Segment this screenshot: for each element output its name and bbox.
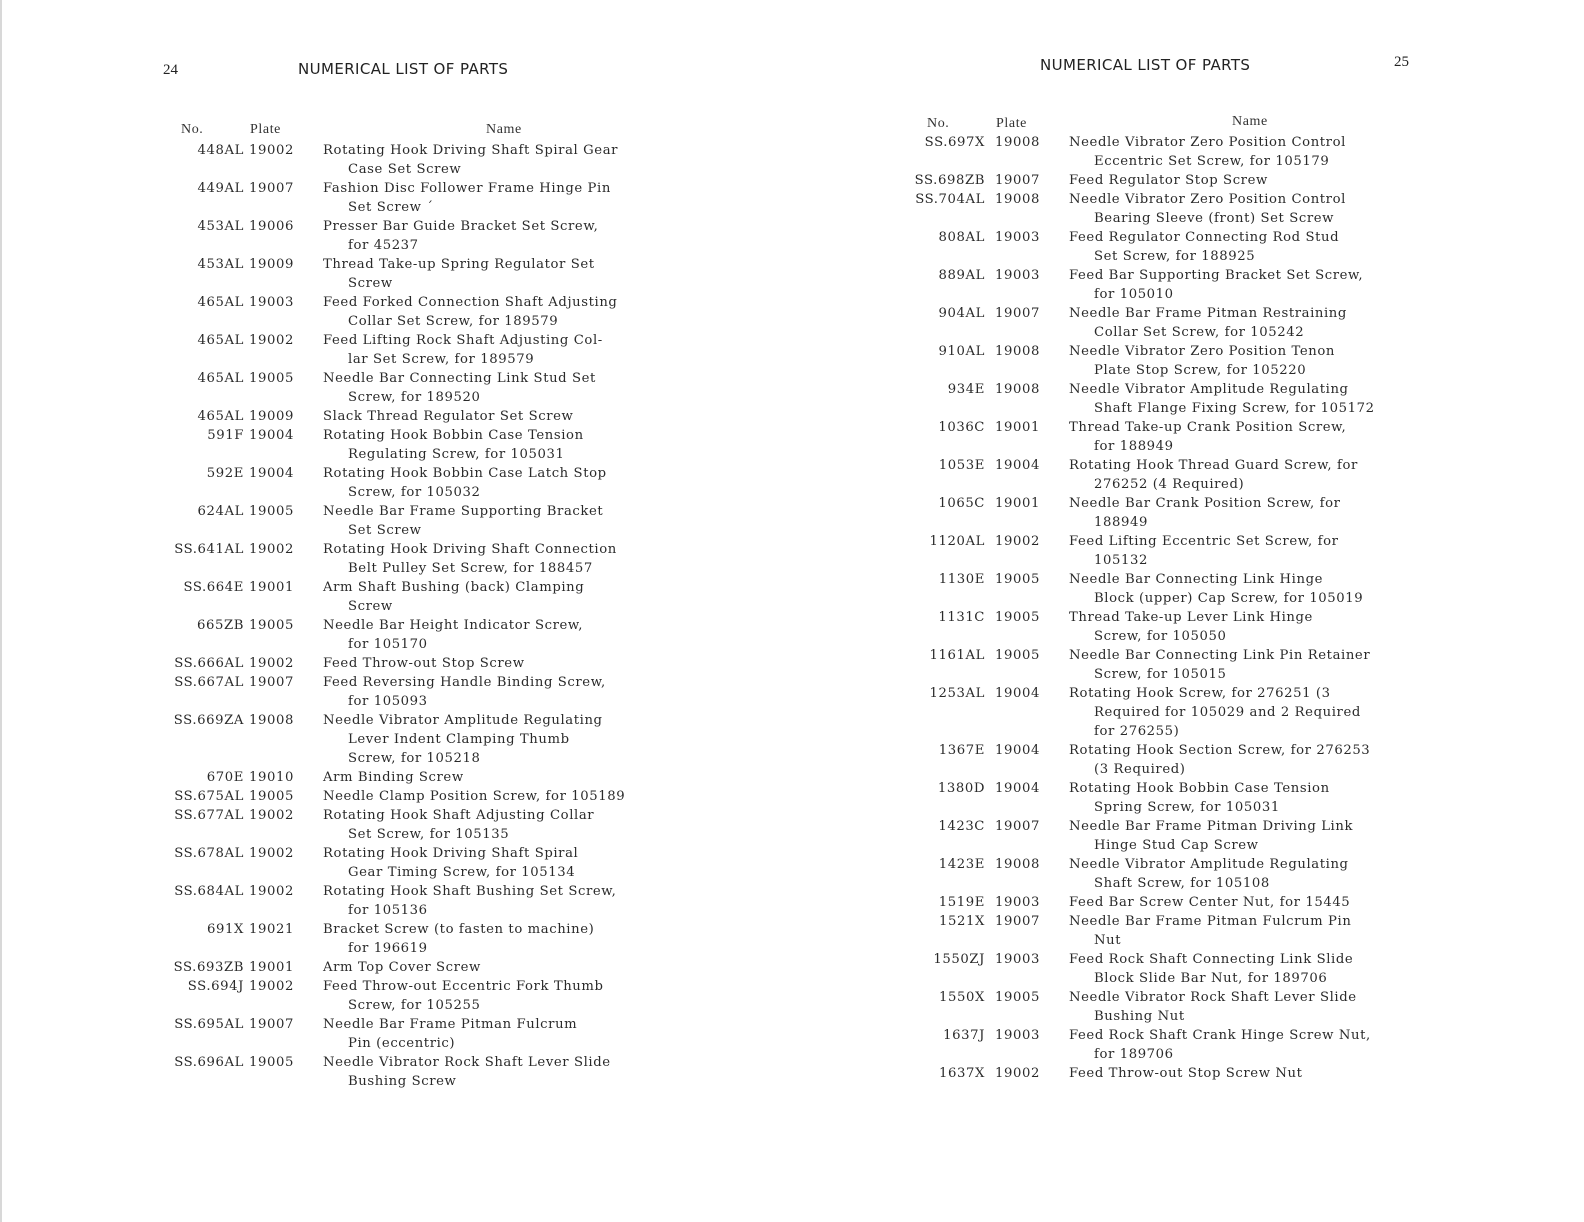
part-row (905, 855, 1425, 893)
plate-number: 19005 (995, 990, 1040, 1005)
plate-number: 19002 (249, 979, 294, 994)
part-name: Needle Clamp Position Screw, for 105189 (323, 789, 626, 804)
part-name: Needle Vibrator Amplitude Regulating Lever Indent Clamping Thumb Screw, for 105218 (323, 713, 603, 766)
part-name: Arm Top Cover Screw (323, 960, 481, 975)
column-header-plate: Plate (996, 116, 1027, 131)
part-name: Slack Thread Regulator Set Screw (323, 409, 574, 424)
part-number: SS.697X (924, 135, 985, 150)
part-number: 1367E (938, 743, 985, 758)
part-row (160, 464, 680, 502)
part-row (160, 1053, 680, 1091)
part-name: Feed Regulator Connecting Rod Stud Set Screw, for 188925 (1069, 230, 1340, 264)
part-row (905, 684, 1425, 741)
part-name: Needle Bar Connecting Link Hinge Block (upper) Cap Screw, for 105019 (1069, 572, 1364, 606)
part-name: Bracket Screw (to fasten to machine) for 196619 (323, 922, 595, 956)
part-number: 1130E (938, 572, 985, 587)
plate-number: 19007 (995, 914, 1040, 929)
part-row (160, 768, 680, 787)
part-name: Feed Lifting Eccentric Set Screw, for 105132 (1069, 534, 1339, 568)
part-row (905, 228, 1425, 266)
part-name: Needle Bar Frame Supporting Bracket Set Screw (323, 504, 604, 538)
part-name: Rotating Hook Shaft Adjusting Collar Set Screw, for 105135 (323, 808, 595, 842)
part-name: Fashion Disc Follower Frame Hinge Pin Set Screw ´ (323, 181, 611, 215)
page-title: NUMERICAL LIST OF PARTS (1040, 56, 1251, 74)
part-name: Rotating Hook Bobbin Case Tension Spring Screw, for 105031 (1069, 781, 1330, 815)
part-number: 1065C (938, 496, 985, 511)
plate-number: 19007 (995, 173, 1040, 188)
part-row (905, 171, 1425, 190)
plate-number: 19001 (995, 420, 1040, 435)
part-number: 1637J (943, 1028, 985, 1043)
part-number: 465AL (197, 333, 244, 348)
part-name: Needle Bar Frame Pitman Fulcrum Pin Nut (1069, 914, 1352, 948)
plate-number: 19007 (249, 181, 294, 196)
part-number: SS.684AL (174, 884, 244, 899)
part-name: Rotating Hook Driving Shaft Spiral Gear Case Set Screw (323, 143, 619, 177)
part-number: 889AL (938, 268, 985, 283)
part-row (905, 1026, 1425, 1064)
part-row (905, 494, 1425, 532)
part-number: SS.667AL (174, 675, 244, 690)
part-row (905, 133, 1425, 171)
part-row (160, 958, 680, 977)
left-page (0, 0, 790, 1222)
plate-number: 19009 (249, 409, 294, 424)
page-number: 25 (1394, 54, 1409, 70)
page-number: 24 (163, 62, 178, 78)
part-number: SS.666AL (174, 656, 244, 671)
part-number: 1053E (938, 458, 985, 473)
part-row (905, 912, 1425, 950)
part-number: 592E (206, 466, 244, 481)
part-number: 465AL (197, 371, 244, 386)
part-name: Needle Vibrator Rock Shaft Lever Slide Bushing Nut (1069, 990, 1357, 1024)
part-number: 1253AL (929, 686, 985, 701)
plate-number: 19004 (995, 458, 1040, 473)
column-header-name: Name (1232, 114, 1268, 129)
part-row (905, 190, 1425, 228)
part-number: SS.698ZB (914, 173, 985, 188)
part-row (160, 540, 680, 578)
part-row (160, 369, 680, 407)
part-number: 1637X (939, 1066, 985, 1081)
plate-number: 19003 (995, 952, 1040, 967)
part-number: 453AL (197, 257, 244, 272)
part-number: 904AL (938, 306, 985, 321)
plate-number: 19003 (995, 1028, 1040, 1043)
part-name: Needle Vibrator Rock Shaft Lever Slide Bushing Screw (323, 1055, 611, 1089)
plate-number: 19021 (249, 922, 294, 937)
part-row (160, 331, 680, 369)
column-header-name: Name (486, 122, 522, 137)
part-row (160, 1015, 680, 1053)
plate-number: 19007 (249, 1017, 294, 1032)
part-name: Feed Forked Connection Shaft Adjusting Collar Set Screw, for 189579 (323, 295, 618, 329)
part-row (905, 570, 1425, 608)
part-name: Feed Throw-out Stop Screw Nut (1069, 1066, 1303, 1081)
part-name: Feed Bar Screw Center Nut, for 15445 (1069, 895, 1351, 910)
part-row (905, 456, 1425, 494)
part-number: 465AL (197, 295, 244, 310)
part-row (160, 255, 680, 293)
plate-number: 19005 (995, 572, 1040, 587)
part-row (905, 342, 1425, 380)
part-row (905, 817, 1425, 855)
plate-number: 19002 (249, 143, 294, 158)
part-number: SS.694J (187, 979, 244, 994)
part-name: Thread Take-up Lever Link Hinge Screw, for 105050 (1069, 610, 1313, 644)
part-number: 591F (207, 428, 244, 443)
part-number: 453AL (197, 219, 244, 234)
part-name: Needle Bar Connecting Link Pin Retainer Screw, for 105015 (1069, 648, 1371, 682)
plate-number: 19005 (995, 610, 1040, 625)
part-name: Feed Reversing Handle Binding Screw, for 105093 (323, 675, 606, 709)
part-number: SS.677AL (174, 808, 244, 823)
part-name: Feed Regulator Stop Screw (1069, 173, 1268, 188)
plate-number: 19008 (995, 344, 1040, 359)
part-name: Presser Bar Guide Bracket Set Screw, for 45237 (323, 219, 599, 253)
part-name: Thread Take-up Spring Regulator Set Screw (323, 257, 595, 291)
part-number: 1131C (938, 610, 985, 625)
part-name: Needle Bar Frame Pitman Fulcrum Pin (eccentric) (323, 1017, 578, 1051)
plate-number: 19003 (995, 895, 1040, 910)
part-number: 1423C (938, 819, 985, 834)
plate-number: 19005 (249, 789, 294, 804)
column-header-no: No. (927, 116, 950, 131)
part-row (905, 532, 1425, 570)
part-row (160, 673, 680, 711)
plate-number: 19008 (249, 713, 294, 728)
part-row (160, 141, 680, 179)
part-number: SS.641AL (174, 542, 244, 557)
part-row (160, 711, 680, 768)
part-name: Needle Bar Frame Pitman Driving Link Hinge Stud Cap Screw (1069, 819, 1354, 853)
part-number: 1161AL (929, 648, 985, 663)
plate-number: 19002 (995, 534, 1040, 549)
part-row (160, 977, 680, 1015)
plate-number: 19003 (995, 268, 1040, 283)
part-name: Needle Bar Height Indicator Screw, for 105170 (323, 618, 583, 652)
part-number: SS.669ZA (173, 713, 244, 728)
part-name: Rotating Hook Bobbin Case Tension Regulating Screw, for 105031 (323, 428, 584, 462)
part-name: Needle Vibrator Zero Position Tenon Plate Stop Screw, for 105220 (1069, 344, 1335, 378)
plate-number: 19002 (249, 656, 294, 671)
page-title: NUMERICAL LIST OF PARTS (298, 60, 509, 78)
part-name: Rotating Hook Driving Shaft Spiral Gear Timing Screw, for 105134 (323, 846, 579, 880)
part-name: Feed Lifting Rock Shaft Adjusting Col- lar Set Screw, for 189579 (323, 333, 603, 367)
plate-number: 19008 (995, 382, 1040, 397)
part-number: SS.693ZB (173, 960, 244, 975)
part-row (905, 266, 1425, 304)
part-number: SS.696AL (174, 1055, 244, 1070)
right-page (790, 0, 1584, 1222)
part-name: Rotating Hook Section Screw, for 276253 (3 Required) (1069, 743, 1371, 777)
part-row (160, 806, 680, 844)
plate-number: 19009 (249, 257, 294, 272)
part-number: 1380D (937, 781, 985, 796)
part-number: SS.675AL (174, 789, 244, 804)
plate-number: 19007 (995, 306, 1040, 321)
part-row (160, 578, 680, 616)
plate-number: 19005 (249, 618, 294, 633)
part-number: 910AL (938, 344, 985, 359)
plate-number: 19005 (249, 504, 294, 519)
part-number: SS.704AL (915, 192, 985, 207)
part-name: Needle Bar Connecting Link Stud Set Screw, for 189520 (323, 371, 596, 405)
plate-number: 19003 (249, 295, 294, 310)
part-number: 1423E (938, 857, 985, 872)
plate-number: 19002 (249, 333, 294, 348)
part-number: 670E (206, 770, 244, 785)
column-header-plate: Plate (250, 122, 281, 137)
plate-number: 19004 (249, 466, 294, 481)
part-name: Rotating Hook Screw, for 276251 (3 Required for 105029 and 2 Required for 276255) (1069, 686, 1361, 739)
plate-number: 19004 (995, 686, 1040, 701)
plate-number: 19005 (249, 1055, 294, 1070)
part-name: Needle Vibrator Amplitude Regulating Shaft Screw, for 105108 (1069, 857, 1349, 891)
part-row (905, 779, 1425, 817)
parts-list (905, 133, 1425, 1083)
part-number: 1550ZJ (933, 952, 985, 967)
part-name: Arm Binding Screw (323, 770, 464, 785)
part-number: 1550X (939, 990, 985, 1005)
part-number: 448AL (197, 143, 244, 158)
parts-list (160, 141, 680, 1091)
part-row (160, 217, 680, 255)
part-number: SS.664E (183, 580, 244, 595)
part-name: Needle Vibrator Amplitude Regulating Shaft Flange Fixing Screw, for 105172 (1069, 382, 1375, 416)
part-row (905, 988, 1425, 1026)
part-row (160, 920, 680, 958)
part-row (905, 646, 1425, 684)
plate-number: 19003 (995, 230, 1040, 245)
plate-number: 19008 (995, 135, 1040, 150)
part-name: Thread Take-up Crank Position Screw, for 188949 (1069, 420, 1347, 454)
part-number: 624AL (197, 504, 244, 519)
part-row (905, 1064, 1425, 1083)
part-row (905, 893, 1425, 912)
part-row (905, 304, 1425, 342)
part-number: 1521X (939, 914, 985, 929)
part-name: Feed Throw-out Stop Screw (323, 656, 525, 671)
part-number: 1519E (938, 895, 985, 910)
plate-number: 19007 (995, 819, 1040, 834)
part-number: 691X (207, 922, 244, 937)
part-number: 934E (947, 382, 985, 397)
part-name: Rotating Hook Shaft Bushing Set Screw, for 105136 (323, 884, 617, 918)
part-number: 665ZB (196, 618, 244, 633)
part-row (905, 418, 1425, 456)
part-name: Feed Rock Shaft Connecting Link Slide Block Slide Bar Nut, for 189706 (1069, 952, 1354, 986)
plate-number: 19008 (995, 192, 1040, 207)
plate-number: 19010 (249, 770, 294, 785)
part-name: Needle Bar Crank Position Screw, for 188949 (1069, 496, 1341, 530)
part-row (905, 950, 1425, 988)
plate-number: 19004 (249, 428, 294, 443)
part-row (160, 407, 680, 426)
plate-number: 19001 (249, 580, 294, 595)
plate-number: 19008 (995, 857, 1040, 872)
part-number: 465AL (197, 409, 244, 424)
part-row (160, 426, 680, 464)
part-number: SS.695AL (174, 1017, 244, 1032)
part-row (160, 844, 680, 882)
plate-number: 19001 (249, 960, 294, 975)
part-name: Feed Throw-out Eccentric Fork Thumb Screw, for 105255 (323, 979, 604, 1013)
part-row (160, 616, 680, 654)
part-number: 808AL (938, 230, 985, 245)
part-name: Needle Vibrator Zero Position Control Eccentric Set Screw, for 105179 (1069, 135, 1346, 169)
column-header-no: No. (181, 122, 204, 137)
plate-number: 19004 (995, 781, 1040, 796)
part-name: Arm Shaft Bushing (back) Clamping Screw (323, 580, 585, 614)
part-name: Rotating Hook Driving Shaft Connection Belt Pulley Set Screw, for 188457 (323, 542, 617, 576)
part-row (160, 179, 680, 217)
plate-number: 19007 (249, 675, 294, 690)
part-row (905, 380, 1425, 418)
plate-number: 19006 (249, 219, 294, 234)
plate-number: 19005 (995, 648, 1040, 663)
part-row (160, 654, 680, 673)
part-row (905, 608, 1425, 646)
plate-number: 19001 (995, 496, 1040, 511)
plate-number: 19002 (249, 542, 294, 557)
part-number: 1036C (938, 420, 985, 435)
part-row (160, 882, 680, 920)
part-name: Rotating Hook Bobbin Case Latch Stop Screw, for 105032 (323, 466, 607, 500)
plate-number: 19002 (249, 884, 294, 899)
part-number: 1120AL (929, 534, 985, 549)
part-name: Feed Rock Shaft Crank Hinge Screw Nut, for 189706 (1069, 1028, 1371, 1062)
part-name: Needle Bar Frame Pitman Restraining Collar Set Screw, for 105242 (1069, 306, 1347, 340)
part-number: SS.678AL (174, 846, 244, 861)
part-name: Needle Vibrator Zero Position Control Bearing Sleeve (front) Set Screw (1069, 192, 1346, 226)
plate-number: 19002 (249, 846, 294, 861)
part-row (160, 787, 680, 806)
part-row (160, 502, 680, 540)
plate-number: 19002 (995, 1066, 1040, 1081)
part-number: 449AL (197, 181, 244, 196)
part-name: Rotating Hook Thread Guard Screw, for 276252 (4 Required) (1069, 458, 1358, 492)
part-row (160, 293, 680, 331)
plate-number: 19002 (249, 808, 294, 823)
part-name: Feed Bar Supporting Bracket Set Screw, for 105010 (1069, 268, 1364, 302)
part-row (905, 741, 1425, 779)
plate-number: 19004 (995, 743, 1040, 758)
plate-number: 19005 (249, 371, 294, 386)
